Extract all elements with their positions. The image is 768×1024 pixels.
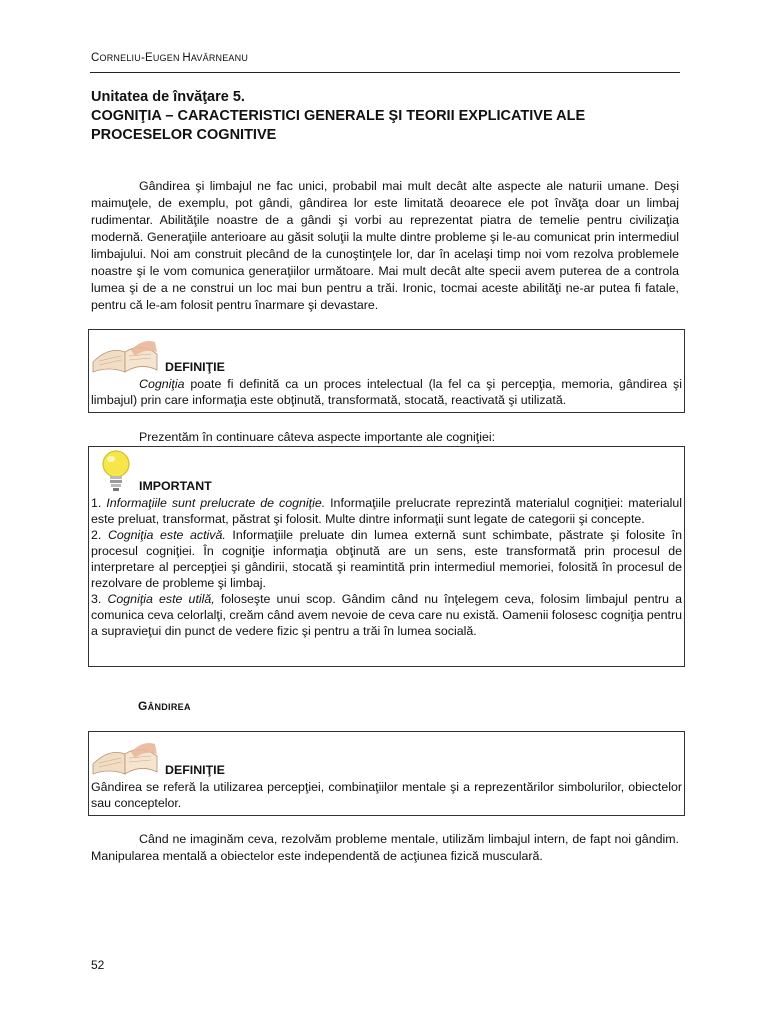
page-number: 52	[91, 958, 105, 972]
open-book-icon	[91, 332, 159, 374]
definition-text: Cogniţia poate fi definită ca un proces intelectual (la fel ca şi percepţia, memoria, gândirea şi limbajul) prin care informaţia este obţinută, transformată, stocată, reactivată şi utilizată.	[91, 377, 682, 407]
important-box	[88, 446, 685, 667]
definition-label: DEFINIŢIE	[165, 360, 225, 374]
important-item-3: 3. Cogniţia este utilă, foloseşte unui scop. Gândim când nu înţelegem ceva, folosim limbajul pentru a comunica ceva celorlalţi, creăm când avem nevoie de ceva care nu există. Oamenii folosesc cogniţia pentru a supravieţui din punct de vedere fizic şi pentru a trăi în lumea socială.	[91, 592, 682, 638]
definition-label: DEFINIŢIE	[165, 763, 225, 777]
important-item-1: 1. Informaţiile sunt prelucrate de cogniţie. Informaţiile prelucrate reprezintă materialul cogniţiei: materialul este preluat, transformat, păstrat şi folosit. Multe dintre informaţii sunt legate de categorii şi concepte.	[91, 496, 682, 526]
closing-paragraph: Când ne imaginăm ceva, rezolvăm probleme mentale, utilizăm limbajul intern, de fapt noi gândim. Manipularea mentală a obiectelor este independentă de acţiunea fizică musculară.	[91, 832, 679, 863]
definition-text: Gândirea se referă la utilizarea percepţiei, combinaţiilor mentale şi a reprezentărilor simbolurilor, obiectelor sau conceptelor.	[91, 780, 682, 810]
definition-term: Cogniţia	[139, 377, 185, 391]
header-divider	[90, 72, 680, 73]
important-label: IMPORTANT	[139, 479, 212, 493]
aspects-intro: Prezentăm în continuare câteva aspecte importante ale cogniţiei:	[139, 430, 496, 444]
running-header-author: CORNELIU-EUGEN HAVÂRNEANU	[91, 52, 249, 64]
intro-paragraph: Gândirea şi limbajul ne fac unici, probabil mai mult decât alte aspecte ale naturii umane. Deşi maimuţele, de exemplu, pot gândi, gândirea lor este limitată deoarece ele pot învăţa doar un limbaj rudimentar. Abilităţile noastre de a gândi şi vorbi au reprezentat piatra de temelie pentru civilizaţia modernă. Generaţiile anterioare au găsit soluţii la multe dintre probleme şi le-au comunicat prin intermediul limbajului. Noi am construit plecând de la cunoştinţele lor, dar în acelaşi timp noi vom rezolva problemele noastre şi le vom comunica generaţiilor următoare. Mai mult decât alte specii avem puterea de a controla lumea şi de a ne construi un loc mai bun pentru a trăi. Ironic, tocmai aceste abilităţi ne-ar putea fi fatale, pentru că le-am folosit pentru înarmare şi devastare.	[91, 179, 679, 312]
unit-title: COGNIŢIA – CARACTERISTICI GENERALE ŞI TEORII EXPLICATIVE ALE PROCESELOR COGNITIVE	[91, 108, 586, 143]
section-heading-gandirea: GÂNDIREA	[138, 699, 191, 713]
light-bulb-icon	[99, 449, 133, 493]
important-items	[91, 495, 682, 639]
open-book-icon	[91, 734, 159, 776]
definition-box-cognition	[88, 329, 685, 413]
important-item-2: 2. Cogniţia este activă. Informaţiile preluate din lumea externă sunt schimbate, păstrate şi folosite în procesul cogniţiei. În cogniţie informaţia obţinută are un sens, este transformată prin procesul de interpretare al percepţiei şi gândirii, stocată şi reamintită prin intermediul memoriei, folosită în procesul de rezolvare de probleme şi limbaj.	[91, 528, 683, 590]
unit-label: Unitatea de învăţare 5.	[91, 89, 245, 105]
definition-box-thinking	[88, 731, 685, 816]
